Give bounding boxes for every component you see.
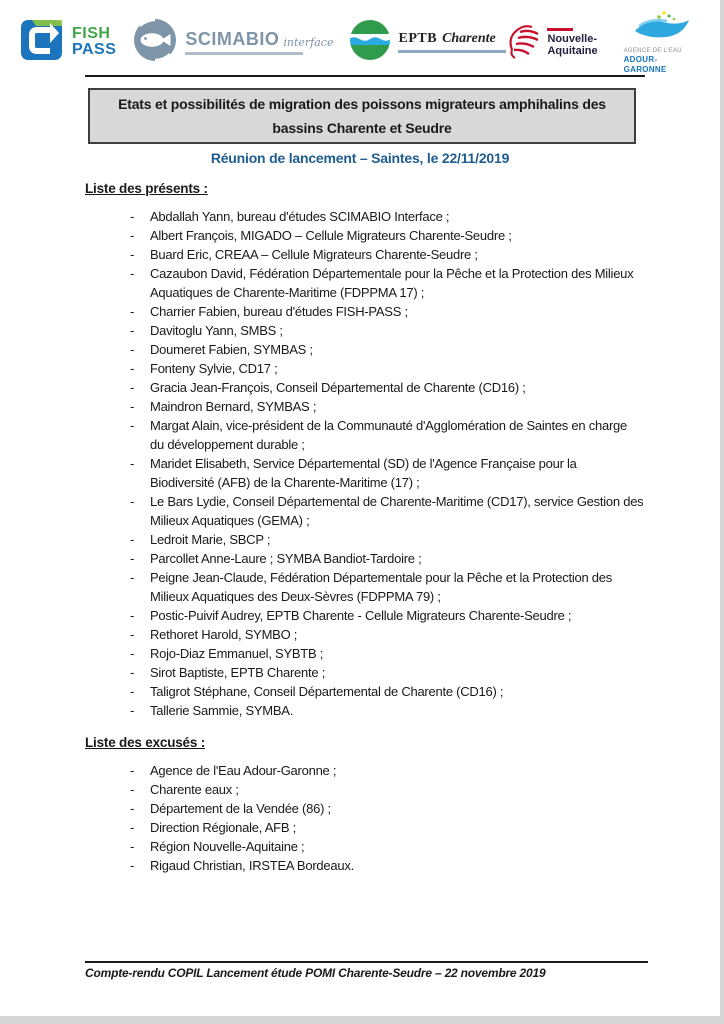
nouvelle-aquitaine-name-line1: Nouvelle-	[547, 32, 597, 45]
eptb-globe-icon	[349, 19, 391, 66]
dash-bullet: -	[130, 608, 135, 623]
dash-bullet: -	[130, 763, 135, 778]
dash-bullet: -	[130, 399, 135, 414]
dash-bullet: -	[130, 342, 135, 357]
scimabio-logo	[132, 17, 333, 68]
dash-bullet: -	[130, 858, 135, 873]
attendee-text: Parcollet Anne-Laure ; SYMBA Bandiot-Tardoire ;	[150, 551, 422, 566]
attendee-item	[85, 568, 644, 606]
attendee-item	[85, 264, 644, 302]
attendee-text: Sirot Baptiste, EPTB Charente ;	[150, 665, 326, 680]
adour-garonne-logo	[624, 9, 700, 75]
dash-bullet: -	[130, 456, 135, 471]
attendee-text: Maindron Bernard, SYMBAS ;	[150, 399, 317, 414]
excused-text: Agence de l'Eau Adour-Garonne ;	[150, 763, 337, 778]
excused-text: Département de la Vendée (86) ;	[150, 801, 331, 816]
attendee-text: Rethoret Harold, SYMBO ;	[150, 627, 298, 642]
logo-group-right	[506, 9, 700, 75]
attendee-text: Abdallah Yann, bureau d'études SCIMABIO Interface ;	[150, 209, 450, 224]
attendee-text: Cazaubon David, Fédération Départementale pour la Pêche et la Protection des Milieux Aquatiques de Charente-Maritime (FDPPMA 17) ;	[150, 266, 634, 300]
attendee-text: Le Bars Lydie, Conseil Départemental de Charente-Maritime (CD17), service Gestion des Milieux Aquatiques (GEMA) ;	[150, 494, 644, 528]
excuses-heading: Liste des excusés :	[85, 735, 206, 750]
dash-bullet: -	[130, 228, 135, 243]
presents-list	[85, 207, 644, 720]
dash-bullet: -	[130, 646, 135, 661]
dash-bullet: -	[130, 209, 135, 224]
section-presents	[85, 181, 644, 720]
attendee-item	[85, 530, 644, 549]
dash-bullet: -	[130, 247, 135, 262]
dash-bullet: -	[130, 703, 135, 718]
excused-text: Région Nouvelle-Aquitaine ;	[150, 839, 305, 854]
excused-item	[85, 761, 644, 780]
document-title: Etats et possibilités de migration des poissons migrateurs amphihalins des bassins Charente et Seudre	[118, 96, 606, 136]
fishpass-icon	[20, 17, 65, 67]
excused-item	[85, 837, 644, 856]
adour-garonne-wave-icon	[633, 9, 691, 46]
dash-bullet: -	[130, 494, 135, 509]
attendee-item	[85, 340, 644, 359]
attendee-text: Buard Eric, CREAA – Cellule Migrateurs Charente-Seudre ;	[150, 247, 478, 262]
scimabio-fish-icon	[132, 17, 178, 68]
meeting-subtitle: Réunion de lancement – Saintes, le 22/11/2019	[210, 150, 510, 166]
excused-text: Rigaud Christian, IRSTEA Bordeaux.	[150, 858, 354, 873]
header-divider	[85, 75, 645, 77]
page-footer	[85, 961, 648, 980]
attendee-item	[85, 606, 644, 625]
nouvelle-aquitaine-region-bar	[547, 28, 573, 31]
attendee-text: Davitoglu Yann, SMBS ;	[150, 323, 283, 338]
attendee-item	[85, 321, 644, 340]
dash-bullet: -	[130, 418, 135, 433]
excused-item	[85, 799, 644, 818]
excuses-list	[85, 761, 644, 875]
dash-bullet: -	[130, 361, 135, 376]
document-title-box	[88, 88, 636, 144]
eptb-tagline-bar	[398, 50, 506, 53]
nouvelle-aquitaine-name-line2: Aquitaine	[547, 44, 598, 57]
attendee-item	[85, 549, 644, 568]
dash-bullet: -	[130, 782, 135, 797]
scimabio-wordmark	[185, 30, 333, 55]
attendee-text: Rojo-Diaz Emmanuel, SYBTB ;	[150, 646, 324, 661]
dash-bullet: -	[130, 570, 135, 585]
attendee-item	[85, 663, 644, 682]
attendee-text: Ledroit Marie, SBCP ;	[150, 532, 271, 547]
attendee-item	[85, 701, 644, 720]
attendee-item	[85, 378, 644, 397]
excused-text: Charente eaux ;	[150, 782, 239, 797]
attendee-item	[85, 492, 644, 530]
dash-bullet: -	[130, 839, 135, 854]
logo-group-left	[20, 17, 506, 68]
eptb-wordmark	[398, 31, 506, 53]
attendee-item	[85, 359, 644, 378]
dash-bullet: -	[130, 627, 135, 642]
footer-text: Compte-rendu COPIL Lancement étude POMI Charente-Seudre – 22 novembre 2019	[85, 966, 546, 980]
attendee-item	[85, 207, 644, 226]
eptb-charente-logo	[349, 19, 506, 66]
dash-bullet: -	[130, 665, 135, 680]
adour-garonne-agency-label: AGENCE DE L'EAU	[623, 48, 682, 54]
dash-bullet: -	[130, 380, 135, 395]
fishpass-word-fish: FISH	[72, 25, 111, 42]
attendee-text: Margat Alain, vice-président de la Communauté d'Agglomération de Saintes en charge du développement durable ;	[150, 418, 627, 452]
dash-bullet: -	[130, 532, 135, 547]
attendee-text: Peigne Jean-Claude, Fédération Départementale pour la Pêche et la Protection des Milieux Aquatiques des Deux-Sèvres (FDPPMA 79) ;	[150, 570, 613, 604]
document-body	[85, 181, 644, 875]
attendee-item	[85, 625, 644, 644]
nouvelle-aquitaine-logo	[506, 20, 597, 65]
dash-bullet: -	[130, 820, 135, 835]
excused-item	[85, 856, 644, 875]
excused-item	[85, 780, 644, 799]
attendee-item	[85, 682, 644, 701]
attendee-text: Postic-Puivif Audrey, EPTB Charente - Cellule Migrateurs Charente-Seudre ;	[150, 608, 572, 623]
attendee-item	[85, 226, 644, 245]
nouvelle-aquitaine-wordmark	[547, 28, 597, 57]
dash-bullet: -	[130, 551, 135, 566]
eptb-subname: Charente	[442, 31, 496, 46]
scimabio-name: SCIMABIO	[185, 28, 280, 49]
dash-bullet: -	[130, 684, 135, 699]
attendee-text: Fonteny Sylvie, CD17 ;	[150, 361, 278, 376]
attendee-text: Gracia Jean-François, Conseil Départemental de Charente (CD16) ;	[150, 380, 526, 395]
attendee-item	[85, 416, 644, 454]
scimabio-tagline-bar	[185, 52, 303, 55]
attendee-text: Taligrot Stéphane, Conseil Départemental de Charente (CD16) ;	[150, 684, 504, 699]
eptb-name: EPTB	[398, 31, 438, 46]
attendee-text: Doumeret Fabien, SYMBAS ;	[150, 342, 313, 357]
dash-bullet: -	[130, 266, 135, 281]
attendee-item	[85, 397, 644, 416]
dash-bullet: -	[130, 304, 135, 319]
attendee-item	[85, 454, 644, 492]
attendee-text: Albert François, MIGADO – Cellule Migrateurs Charente-Seudre ;	[150, 228, 512, 243]
fishpass-word-pass: PASS	[72, 41, 117, 58]
header-logos	[0, 0, 720, 74]
excused-item	[85, 818, 644, 837]
attendee-item	[85, 245, 644, 264]
attendee-text: Charrier Fabien, bureau d'études FISH-PASS ;	[150, 304, 408, 319]
attendee-text: Maridet Elisabeth, Service Départemental (SD) de l'Agence Française pour la Biodiversité (AFB) de la Charente-Maritime (17) ;	[150, 456, 577, 490]
dash-bullet: -	[130, 323, 135, 338]
attendee-text: Tallerie Sammie, SYMBA.	[150, 703, 294, 718]
excused-text: Direction Régionale, AFB ;	[150, 820, 296, 835]
presents-heading: Liste des présents :	[85, 181, 208, 196]
adour-garonne-name: ADOUR-GARONNE	[623, 55, 667, 74]
fishpass-logo	[20, 17, 116, 67]
dash-bullet: -	[130, 801, 135, 816]
fishpass-wordmark	[72, 26, 116, 58]
attendee-item	[85, 302, 644, 321]
section-excuses	[85, 735, 644, 875]
scimabio-subname: interface	[283, 35, 334, 49]
attendee-item	[85, 644, 644, 663]
nouvelle-aquitaine-lion-icon	[506, 20, 542, 65]
